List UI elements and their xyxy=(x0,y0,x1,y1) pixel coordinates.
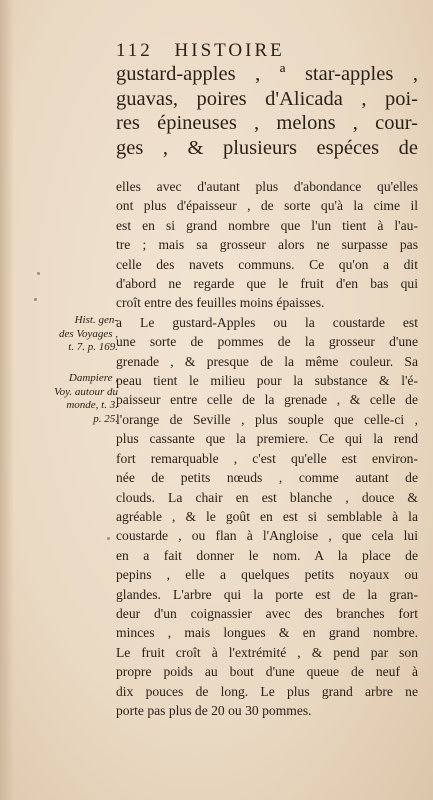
margin-note-line: Voy. autour du xyxy=(54,385,118,398)
margin-note-line: p. 25. xyxy=(93,412,118,425)
large-type-passage xyxy=(116,62,418,160)
body-line: ont plus d'épaisseur , de sorte qu'à la cime il xyxy=(116,198,418,214)
body-line: minces , mais longues & en grand nombre. xyxy=(116,625,418,641)
running-head xyxy=(116,40,416,62)
ink-speck xyxy=(107,537,110,540)
large-text-line: ges , & plusieurs espéces de xyxy=(116,136,418,159)
body-line: celle des navets communs. Ce qu'on a dit xyxy=(116,256,418,272)
margin-note-source xyxy=(38,314,118,355)
large-text-line: gustard-apples , ª star-apples , xyxy=(116,63,418,85)
margin-note-source xyxy=(30,372,118,426)
body-line: fort remarquable , c'est qu'elle est environ- xyxy=(116,450,418,466)
body-line: pepins , elle a quelques petits noyaux ou xyxy=(116,567,418,583)
body-line: une sorte de pommes de la grosseur d'une xyxy=(116,334,418,350)
body-line: clouds. La chair en est blanche , douce & xyxy=(116,489,418,505)
page-number: 112 xyxy=(116,40,153,61)
large-text-line: res épineuses , melons , cour- xyxy=(116,112,418,134)
body-line: peau tient le milieu pour la substance & l'é- xyxy=(116,373,418,389)
body-line: d'abord ne regarde que le fruit d'en bas qui xyxy=(116,276,418,292)
body-line: propre poids au bout d'une queue de neuf à xyxy=(116,664,418,680)
body-line: est en si grand nombre que l'un tient à l'au- xyxy=(116,217,418,233)
body-line: en a fait donner le nom. A la place de xyxy=(116,547,418,563)
margin-note-line: des Voyages , xyxy=(59,327,118,340)
body-line: glandes. L'arbre qui la porte est de la gran- xyxy=(116,586,418,602)
margin-note-line: monde, t. 3. xyxy=(66,399,118,411)
body-line: porte pas plus de 20 ou 30 pommes. xyxy=(116,702,312,718)
body-line: Le fruit croît à l'extrémité , & pend par son xyxy=(116,644,418,660)
body-line: agréable , & le goût en est si semblable à la xyxy=(116,508,418,524)
margin-note-line: Dampiere , xyxy=(68,372,118,384)
body-line: grenade , & presque de la même couleur. Sa xyxy=(116,353,418,369)
body-line: dix pouces de long. Le plus grand arbre ne xyxy=(116,683,418,699)
ink-speck xyxy=(37,272,40,275)
body-line: tre ; mais sa grosseur alors ne surpasse pas xyxy=(116,237,418,253)
body-line: plus cassante que la premiere. Ce qui la rend xyxy=(116,431,418,447)
ink-speck xyxy=(34,298,37,301)
margin-note-line: t. 7. p. 169. xyxy=(68,341,118,353)
body-line: elles avec d'autant plus d'abondance qu'elles xyxy=(116,179,418,194)
body-line: l'orange de Seville , plus souple que celle-ci , xyxy=(116,411,418,427)
body-line: deur d'un coignassier avec des branches fort xyxy=(116,605,418,621)
margin-note-line: Hist. gen- xyxy=(74,314,118,326)
body-line: croît entre des feuilles moins épaisses. xyxy=(116,295,325,311)
body-line: coustarde , ou flan à l'Angloise , que cela lui xyxy=(116,528,418,544)
body-passage xyxy=(116,177,418,720)
body-line: paisseur entre celle de la grenade , & celle de xyxy=(116,392,418,408)
running-title: HISTOIRE xyxy=(174,40,285,61)
body-line: a Le gustard-Apples ou la coustarde est xyxy=(116,314,418,330)
large-text-line: guavas, poires d'Alicada , poi- xyxy=(116,87,418,110)
body-line: née de petits nœuds , comme autant de xyxy=(116,470,418,486)
